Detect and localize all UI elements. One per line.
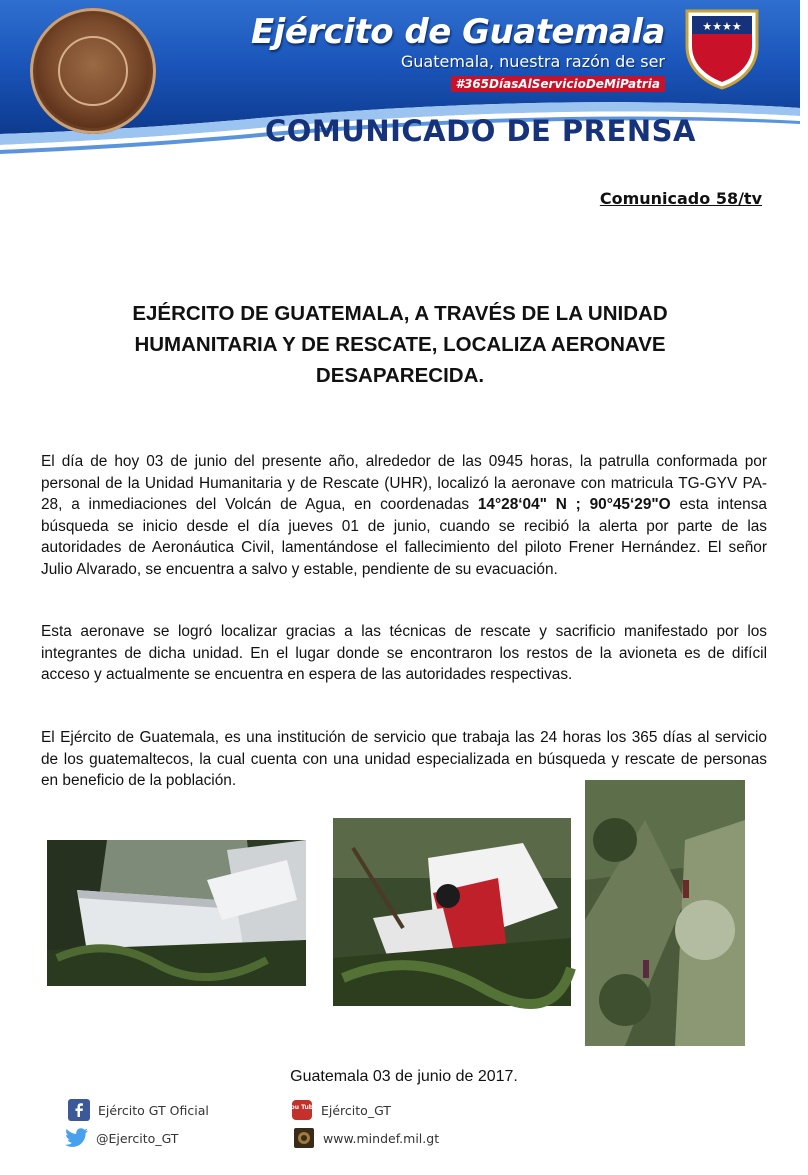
website-link[interactable] — [293, 1127, 439, 1149]
paragraph-2: Esta aeronave se logró localizar gracias a las técnicas de rescate y sacrificio manifestado por los integrantes de dicha unidad. En el lugar donde se encontraron los restos de la avioneta es de difícil acceso y actualmente se encuentra en espera de las autoridades respectivas. — [41, 623, 767, 683]
svg-text:★★★★: ★★★★ — [702, 20, 742, 33]
campaign-hashtag: #365DíasAlServicioDeMiPatria — [451, 76, 665, 92]
wreckage-photo-1 — [47, 840, 306, 986]
press-release-title: COMUNICADO DE PRENSA — [265, 114, 696, 148]
facebook-link[interactable] — [68, 1099, 209, 1121]
youtube-icon — [286, 1099, 318, 1121]
twitter-label: @Ejercito_GT — [96, 1130, 179, 1146]
army-shield-logo — [684, 8, 760, 90]
headline: EJÉRCITO DE GUATEMALA, A TRAVÉS DE LA UNIDAD HUMANITARIA Y DE RESCATE, LOCALIZA AERONAVE DESAPARECIDA. — [132, 302, 668, 387]
website-label: www.mindef.mil.gt — [323, 1130, 440, 1146]
svg-text:You Tube: You Tube — [286, 1104, 318, 1111]
twitter-link[interactable] — [66, 1127, 178, 1149]
youtube-label: Ejército_GT — [321, 1102, 391, 1118]
paragraph-3: El Ejército de Guatemala, es una institución de servicio que trabaja las 24 horas los 365 días al servicio de los guatemaltecos, la cual cuenta con una unidad especializada en búsqueda y rescate de personas en beneficio de la población. — [41, 729, 767, 789]
facebook-label: Ejército GT Oficial — [98, 1102, 209, 1118]
coordinates: 14°28‘04" N ; 90°45‘29"O — [477, 496, 671, 513]
wreckage-photo-2 — [333, 818, 571, 1006]
communique-number: Comunicado 58/tv — [599, 189, 762, 208]
document-date: Guatemala 03 de junio de 2017. — [290, 1068, 518, 1085]
ministry-seal-logo — [30, 8, 156, 134]
organization-title: Ejército de Guatemala — [250, 12, 665, 52]
facebook-icon — [68, 1099, 90, 1121]
organization-motto: Guatemala, nuestra razón de ser — [400, 52, 665, 71]
youtube-link[interactable] — [286, 1099, 391, 1121]
ministry-emblem-icon — [293, 1127, 315, 1149]
paragraph-1: El día de hoy 03 de junio del presente año, alrededor de las 0945 horas, la patrulla conformada por personal de la Unidad Humanitaria y de Rescate (UHR), localizó la aeronave con matricula TG-GYV PA-28, a inmediaciones del Volcán de Agua, en coordenadas 14°28‘04" N ; 90°45‘29"O esta intensa búsqueda se inicio desde el día jueves 01 de junio, cuando se recibió la alerta por parte de las autoridades de Aeronáutica Civil, lamentándose el fallecimiento del piloto Frener Hernández. El señor Julio Alvarado, se encuentra a salvo y estable, pendiente de su evacuación. — [41, 453, 767, 578]
rescue-team-photo — [585, 780, 745, 1046]
press-header — [0, 0, 800, 160]
twitter-icon — [66, 1127, 88, 1149]
